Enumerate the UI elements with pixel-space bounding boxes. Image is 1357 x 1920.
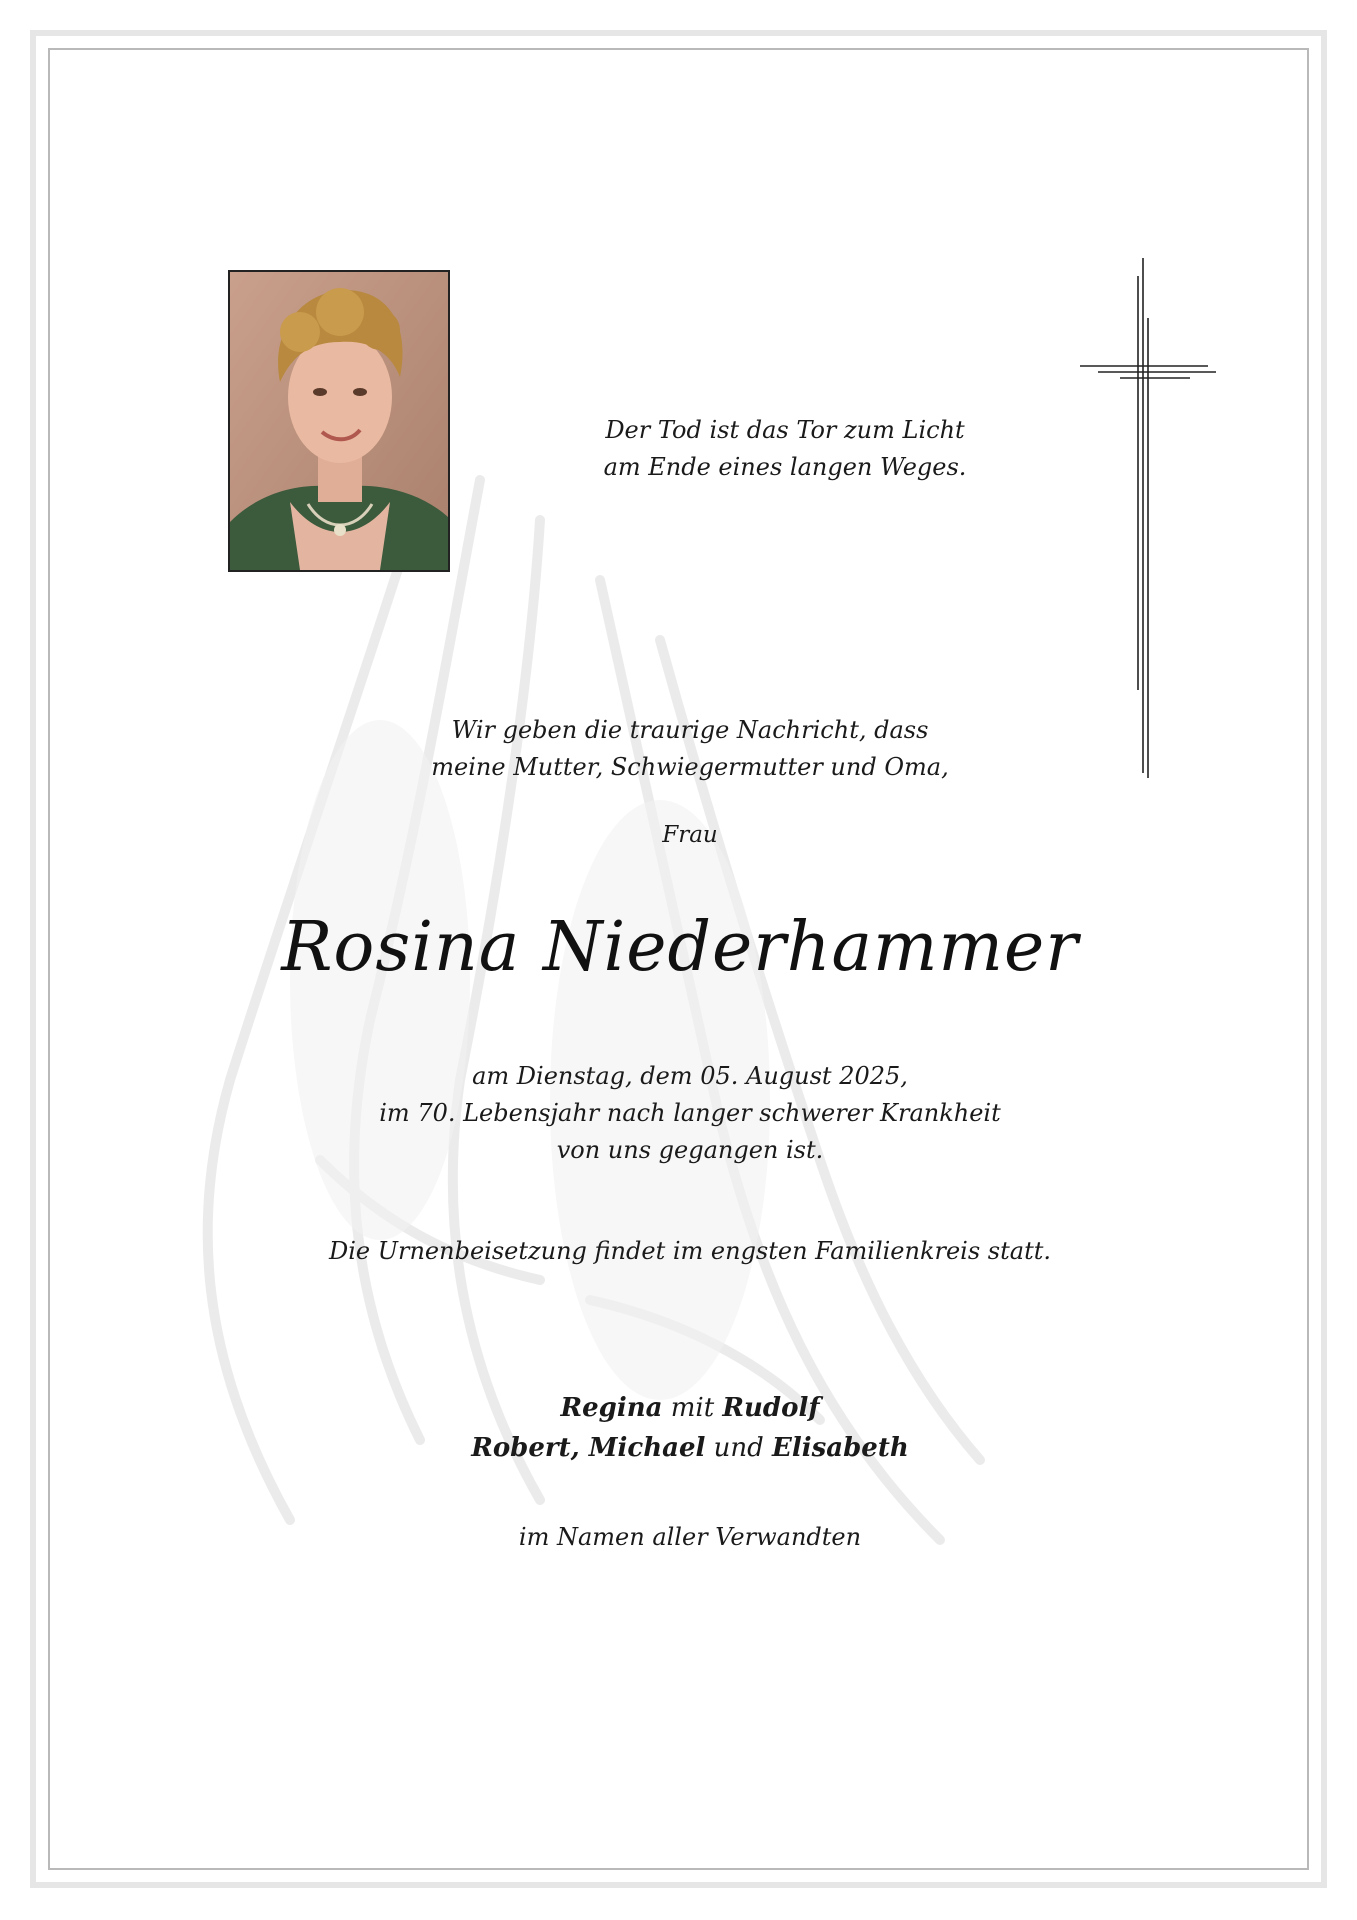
announcement-intro — [280, 712, 1100, 786]
family-conj-und: und — [713, 1433, 764, 1463]
cross-icon — [1080, 258, 1220, 778]
family-line-2 — [280, 1428, 1100, 1468]
portrait-photo — [228, 270, 450, 572]
intro-line-2: meine Mutter, Schwiegermutter und Oma, — [431, 753, 949, 781]
death-line-3: von uns gegangen ist. — [556, 1136, 824, 1164]
deceased-name: Rosina Niederhammer — [281, 908, 1079, 987]
closing-line: im Namen aller Verwandten — [518, 1523, 862, 1551]
burial-notice: Die Urnenbeisetzung findet im engsten Familienkreis statt. — [329, 1237, 1051, 1265]
family-conj-mit: mit — [670, 1393, 715, 1423]
family-name-rudolf: Rudolf — [722, 1393, 820, 1423]
quote-line-1: Der Tod ist das Tor zum Licht — [605, 416, 965, 444]
family-signatures — [280, 1388, 1100, 1468]
death-details — [260, 1058, 1120, 1169]
death-line-1: am Dienstag, dem 05. August 2025, — [472, 1062, 908, 1090]
death-line-2: im 70. Lebensjahr nach langer schwerer Krankheit — [379, 1099, 1001, 1127]
family-name-robert-michael: Robert, Michael — [471, 1433, 706, 1463]
family-name-elisabeth: Elisabeth — [772, 1433, 909, 1463]
family-line-1 — [280, 1388, 1100, 1428]
salutation: Frau — [662, 822, 718, 848]
quote — [525, 412, 1045, 486]
intro-line-1: Wir geben die traurige Nachricht, dass — [451, 716, 929, 744]
family-name-regina: Regina — [560, 1393, 663, 1423]
quote-line-2: am Ende eines langen Weges. — [603, 453, 967, 481]
